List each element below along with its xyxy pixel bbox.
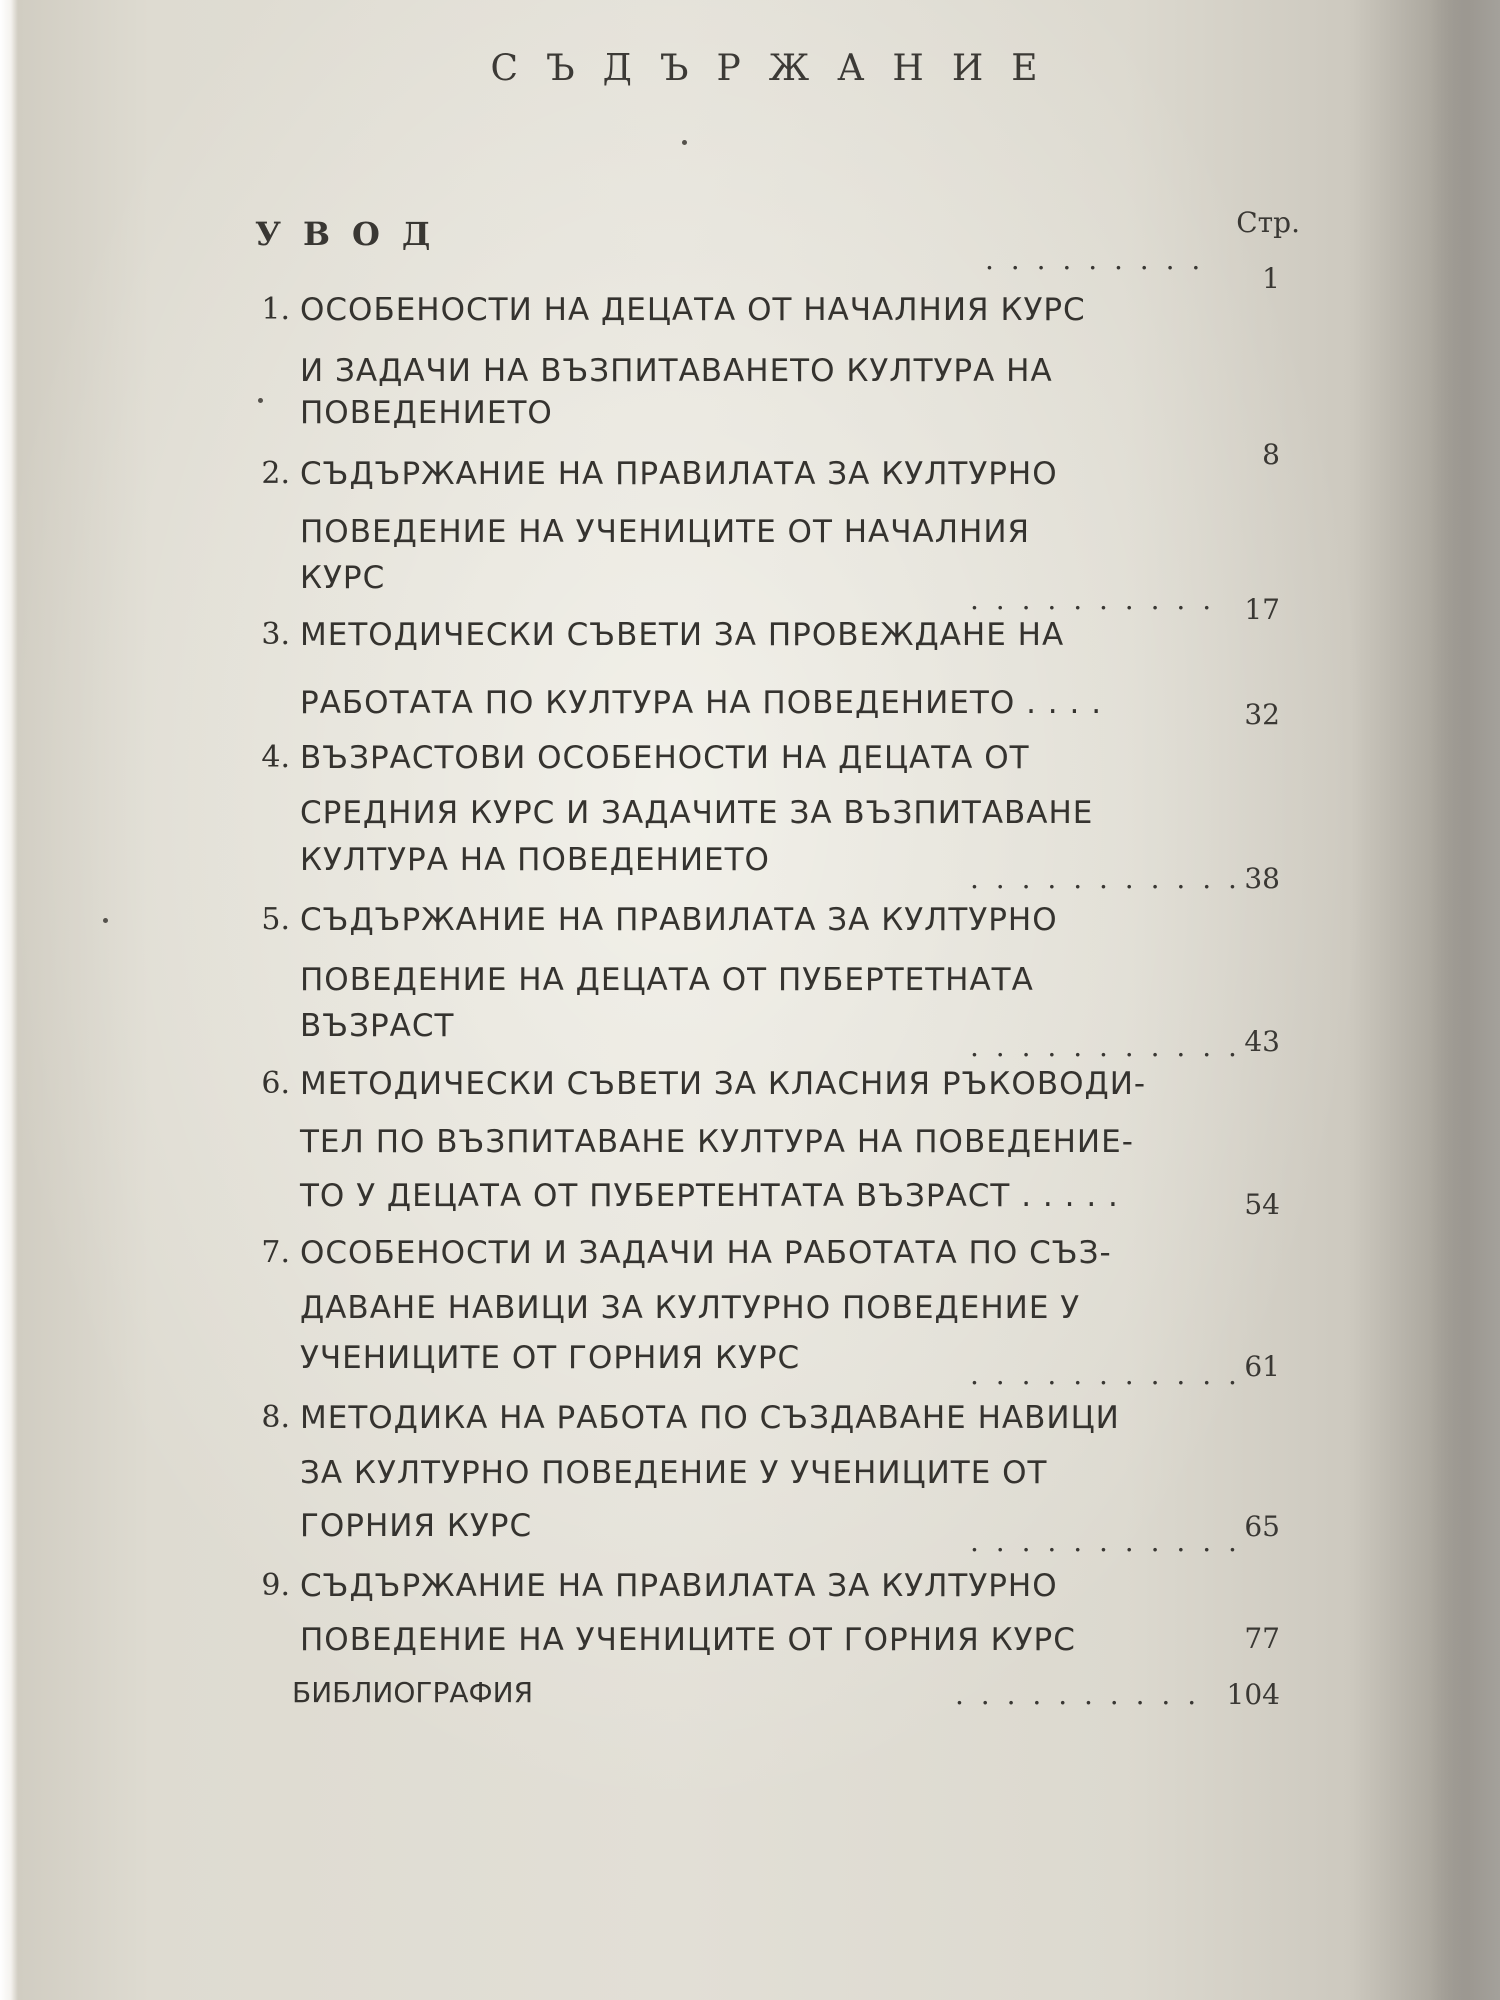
entry-title-line: ЗА КУЛТУРНО ПОВЕДЕНИЕ У УЧЕНИЦИТЕ ОТ	[300, 1455, 1048, 1491]
entry-title-line: ТО У ДЕЦАТА ОТ ПУБЕРТЕНТАТА ВЪЗРАСТ . . . . .	[300, 1178, 1119, 1214]
entry-title-line: ТЕЛ ПО ВЪЗПИТАВАНЕ КУЛТУРА НА ПОВЕДЕНИЕ-	[300, 1124, 1134, 1160]
paper-speck	[682, 140, 687, 145]
entry-title-line: УЧЕНИЦИТЕ ОТ ГОРНИЯ КУРС	[300, 1340, 801, 1376]
entry-dots: . . . . . . . . . . .	[970, 1525, 1241, 1558]
entry-dots: . . . . . . . . . .	[970, 583, 1216, 616]
entry-title-line: ПОВЕДЕНИЕ НА УЧЕНИЦИТЕ ОТ ГОРНИЯ КУРС	[300, 1622, 1076, 1658]
entry-number: 6.	[261, 1066, 290, 1101]
entry-title-line: ОСОБЕНОСТИ НА ДЕЦАТА ОТ НАЧАЛНИЯ КУРС	[300, 292, 1086, 328]
entry-page-number: 43	[1244, 1025, 1280, 1058]
page-column-label: Стр.	[1236, 206, 1300, 239]
bibliography-page-number: 104	[1226, 1678, 1280, 1711]
paper-speck	[103, 918, 108, 923]
entry-page-number: 77	[1244, 1622, 1280, 1655]
entry-number: 4.	[261, 740, 290, 775]
entry-page-number: 32	[1244, 698, 1280, 731]
entry-title-line: ВЪЗРАСТОВИ ОСОБЕНОСТИ НА ДЕЦАТА ОТ	[300, 740, 1030, 776]
entry-title-line: СРЕДНИЯ КУРС И ЗАДАЧИТЕ ЗА ВЪЗПИТАВАНЕ	[300, 795, 1094, 831]
entry-number: 8.	[261, 1400, 290, 1435]
entry-title-line: СЪДЪРЖАНИЕ НА ПРАВИЛАТА ЗА КУЛТУРНО	[300, 902, 1058, 938]
entry-title-line: ПОВЕДЕНИЕТО	[300, 395, 553, 431]
entry-page-number: 17	[1244, 593, 1280, 626]
intro-page-number: 1	[1262, 262, 1280, 295]
entry-dots: . . . . . . . . . . .	[970, 1030, 1241, 1063]
entry-page-number: 38	[1244, 862, 1280, 895]
entry-page-number: 54	[1244, 1188, 1280, 1221]
entry-dots: . . . . . . . . . . .	[970, 1358, 1241, 1391]
entry-title-line: МЕТОДИКА НА РАБОТА ПО СЪЗДАВАНЕ НАВИЦИ	[300, 1400, 1120, 1436]
entry-number: 5.	[261, 902, 290, 937]
entry-page-number: 65	[1244, 1510, 1280, 1543]
entry-title-line: ДАВАНЕ НАВИЦИ ЗА КУЛТУРНО ПОВЕДЕНИЕ У	[300, 1290, 1081, 1326]
entry-number: 1.	[261, 292, 290, 327]
entry-number: 9.	[261, 1568, 290, 1603]
entry-number: 3.	[261, 617, 290, 652]
entry-title-line: МЕТОДИЧЕСКИ СЪВЕТИ ЗА КЛАСНИЯ РЪКОВОДИ-	[300, 1066, 1147, 1102]
entry-title-line: ПОВЕДЕНИЕ НА ДЕЦАТА ОТ ПУБЕРТЕТНАТА	[300, 962, 1034, 998]
entry-title-line: ВЪЗРАСТ	[300, 1008, 455, 1044]
entry-title-line: ОСОБЕНОСТИ И ЗАДАЧИ НА РАБОТАТА ПО СЪЗ-	[300, 1235, 1112, 1271]
page-title: СЪДЪРЖАНИЕ	[490, 48, 1066, 89]
entry-title-line: РАБОТАТА ПО КУЛТУРА НА ПОВЕДЕНИЕТО . . . .	[300, 685, 1103, 721]
intro-label: УВОД	[255, 215, 453, 253]
entry-page-number: 8	[1262, 438, 1280, 471]
entry-title-line: ГОРНИЯ КУРС	[300, 1508, 533, 1544]
bibliography-label: БИБЛИОГРАФИЯ	[292, 1676, 534, 1709]
entry-title-line: И ЗАДАЧИ НА ВЪЗПИТАВАНЕТО КУЛТУРА НА	[300, 353, 1053, 389]
entry-number: 2.	[261, 456, 290, 491]
bibliography-dots: . . . . . . . . . .	[955, 1678, 1201, 1711]
entry-title-line: СЪДЪРЖАНИЕ НА ПРАВИЛАТА ЗА КУЛТУРНО	[300, 456, 1058, 492]
entry-dots: . . . . . . . . . . .	[970, 862, 1241, 895]
entry-number: 7.	[261, 1235, 290, 1270]
entry-title-line: КУРС	[300, 560, 386, 596]
intro-dots: . . . . . . . . .	[985, 243, 1205, 276]
entry-title-line: КУЛТУРА НА ПОВЕДЕНИЕТО	[300, 842, 770, 878]
entry-title-line: МЕТОДИЧЕСКИ СЪВЕТИ ЗА ПРОВЕЖДАНЕ НА	[300, 617, 1065, 653]
entry-page-number: 61	[1244, 1350, 1280, 1383]
entry-title-line: СЪДЪРЖАНИЕ НА ПРАВИЛАТА ЗА КУЛТУРНО	[300, 1568, 1058, 1604]
entry-title-line: ПОВЕДЕНИЕ НА УЧЕНИЦИТЕ ОТ НАЧАЛНИЯ	[300, 514, 1031, 550]
paper-speck	[258, 398, 263, 403]
